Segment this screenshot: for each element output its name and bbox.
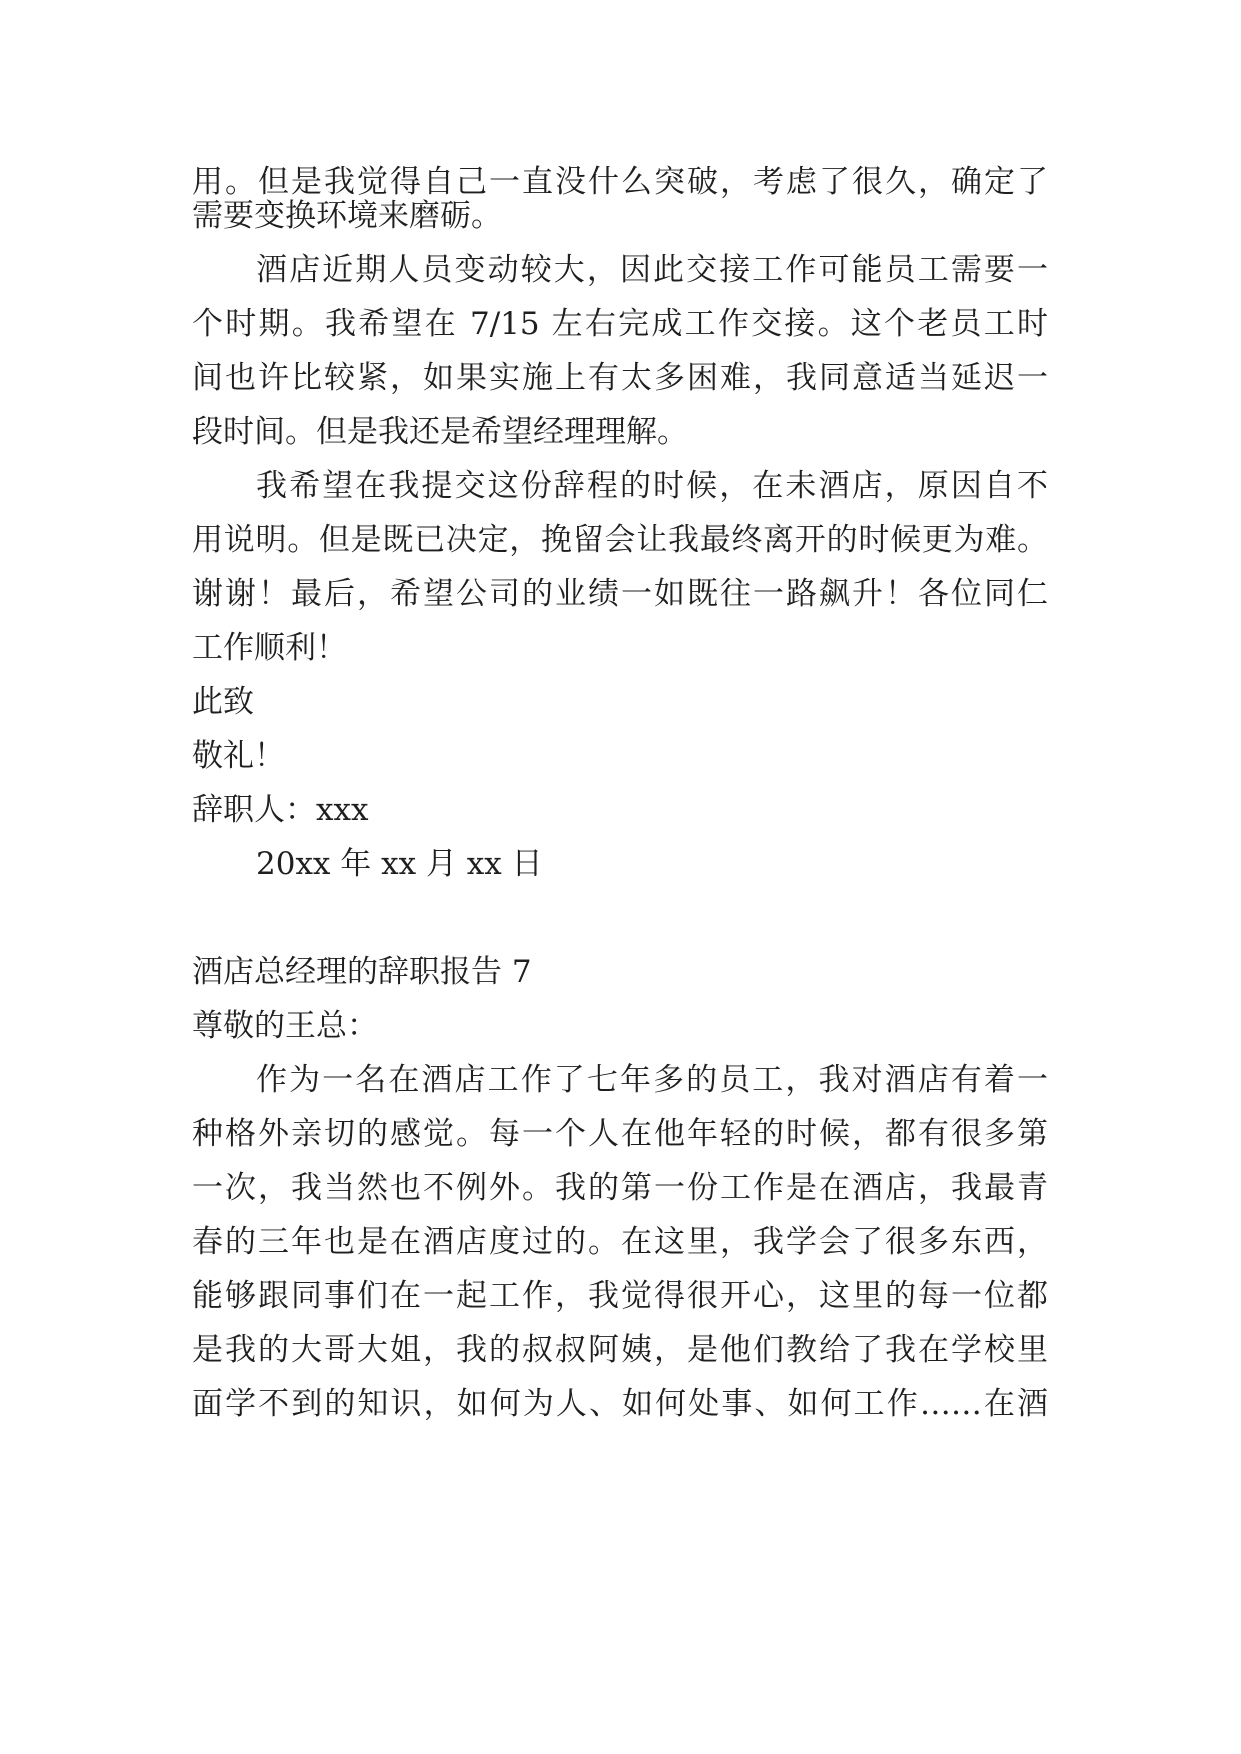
paragraph-line: 春的三年也是在酒店度过的。在这里，我学会了很多东西， — [192, 1224, 1048, 1260]
paragraph-line: 个时期。我希望在 7/15 左右完成工作交接。这个老员工时 — [192, 306, 1048, 342]
paragraph-line: 面学不到的知识，如何为人、如何处事、如何工作……在酒 — [192, 1386, 1048, 1422]
paragraph-line: 酒店近期人员变动较大，因此交接工作可能员工需要一 — [256, 252, 1048, 288]
paragraph-line: 段时间。但是我还是希望经理理解。 — [192, 414, 688, 450]
paragraph-line: 是我的大哥大姐，我的叔叔阿姨，是他们教给了我在学校里 — [192, 1332, 1048, 1368]
paragraph-line: 一次，我当然也不例外。我的第一份工作是在酒店，我最青 — [192, 1170, 1048, 1206]
date: 20xx 年 xx 月 xx 日 — [256, 846, 543, 882]
paragraph-line: 种格外亲切的感觉。每一个人在他年轻的时候，都有很多第 — [192, 1116, 1048, 1152]
paragraph-line: 工作顺利！ — [192, 630, 347, 666]
paragraph-line: 间也许比较紧，如果实施上有太多困难，我同意适当延迟一 — [192, 360, 1048, 396]
closing: 此致 — [192, 684, 254, 720]
paragraph-line: 能够跟同事们在一起工作，我觉得很开心，这里的每一位都 — [192, 1278, 1048, 1314]
paragraph-line: 用说明。但是既已决定，挽留会让我最终离开的时候更为难。 — [192, 522, 1048, 558]
paragraph-line: 作为一名在酒店工作了七年多的员工，我对酒店有着一 — [256, 1062, 1048, 1098]
paragraph-line: 需要变换环境来磨砺。 — [192, 198, 502, 234]
signature: 辞职人：xxx — [192, 792, 369, 828]
paragraph-line: 我希望在我提交这份辞程的时候，在未酒店，原因自不 — [256, 468, 1048, 504]
salute: 敬礼！ — [192, 738, 285, 774]
section-title: 酒店总经理的辞职报告 7 — [192, 954, 532, 990]
paragraph-line: 用。但是我觉得自己一直没什么突破，考虑了很久，确定了 — [192, 164, 1048, 200]
paragraph-line: 谢谢！最后，希望公司的业绩一如既往一路飙升！各位同仁 — [192, 576, 1048, 612]
greeting: 尊敬的王总： — [192, 1008, 378, 1044]
